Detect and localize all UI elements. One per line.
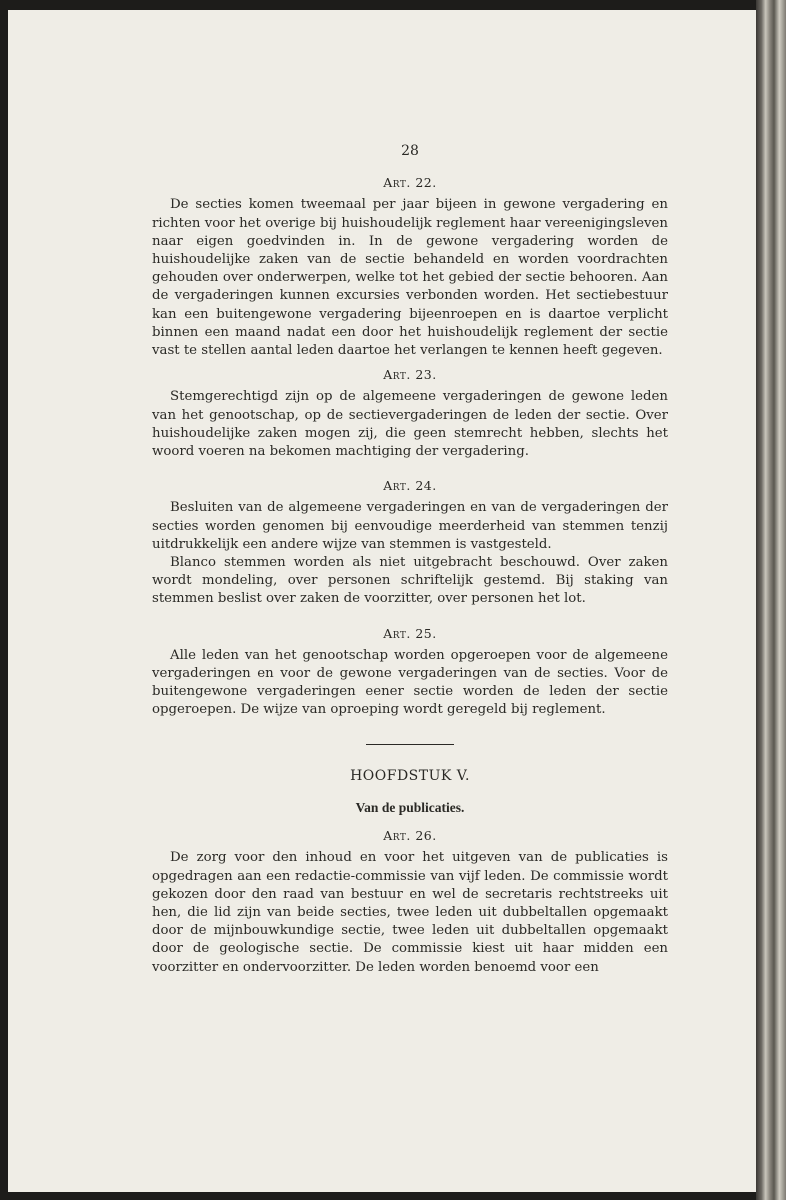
- article-heading-23: Art. 23.: [383, 367, 437, 383]
- article-heading-26: Art. 26.: [383, 828, 437, 844]
- chapter-label: HOOFDSTUK V.: [350, 767, 470, 784]
- section-divider: [366, 744, 454, 745]
- chapter-title: Van de publicaties.: [355, 799, 465, 815]
- article-25-paragraph: Alle leden van het genootschap worden opgeroepen voor de algemeene vergaderingen en voor de gewone vergaderingen van de secties. Voor de buitengewone vergaderingen eener sectie worden de leden der sectie opgeroepen. De wijze van oproeping wordt geregeld bij reglement.: [152, 647, 668, 718]
- article-26-paragraph: De zorg voor den inhoud en voor het uitgeven van de publicaties is opgedragen aan een redactie-commissie van vijf leden. De commissie wordt gekozen door den raad van bestuur en wel de secretaris rechtstreeks uit hen, die lid zijn van beide secties, twee leden uit dubbeltallen opgemaakt door de mijnbouwkundige sectie, twee leden uit dubbeltallen opgemaakt door de geologische sectie. De commissie kiest uit haar midden een voorzitter en ondervoorzitter. De leden worden benoemd voor een: [152, 850, 668, 975]
- article-24-paragraph-2: Blanco stemmen worden als niet uitgebracht beschouwd. Over zaken wordt mondeling, over personen schriftelijk gestemd. Bij staking van stemmen beslist over zaken de voorzitter, over personen het lot.: [152, 555, 668, 607]
- page-number: 28: [401, 143, 419, 159]
- article-heading-25: Art. 25.: [383, 625, 437, 641]
- article-24-paragraph-1: Besluiten van de algemeene vergaderingen en van de vergaderingen der secties worden genomen bij eenvoudige meerderheid van stemmen tenzij uitdrukkelijk een andere wijze van stemmen is vastgesteld.: [152, 500, 668, 552]
- article-heading-22: Art. 22.: [383, 175, 437, 191]
- article-heading-24: Art. 24.: [383, 478, 437, 494]
- book-spine: [756, 0, 786, 1200]
- article-23-paragraph: Stemgerechtigd zijn op de algemeene vergaderingen de gewone leden van het genootschap, op de sectievergaderingen de leden der sectie. Over huishoudelijke zaken mogen zij, die geen stemrecht hebben, slechts het woord voeren na bekomen machtiging der vergadering.: [152, 389, 668, 460]
- article-22-paragraph: De secties komen tweemaal per jaar bijeen in gewone vergadering en richten voor het overige bij huishoudelijk reglement haar vereenigingsleven naar eigen goedvinden in. In de gewone vergadering worden de huishoudelijke zaken van de sectie behandeld en worden voordrachten gehouden over onderwerpen, welke tot het gebied der sectie behooren. Aan de vergaderingen kunnen excursies verbonden worden. Het sectiebestuur kan een buitengewone vergadering bijeenroepen en is daartoe verplicht binnen een maand nadat een door het huishoudelijk reglement der sectie vast te stellen aantal leden daartoe het verlangen te kennen heeft gegeven.: [152, 197, 668, 359]
- page-content: [152, 132, 668, 977]
